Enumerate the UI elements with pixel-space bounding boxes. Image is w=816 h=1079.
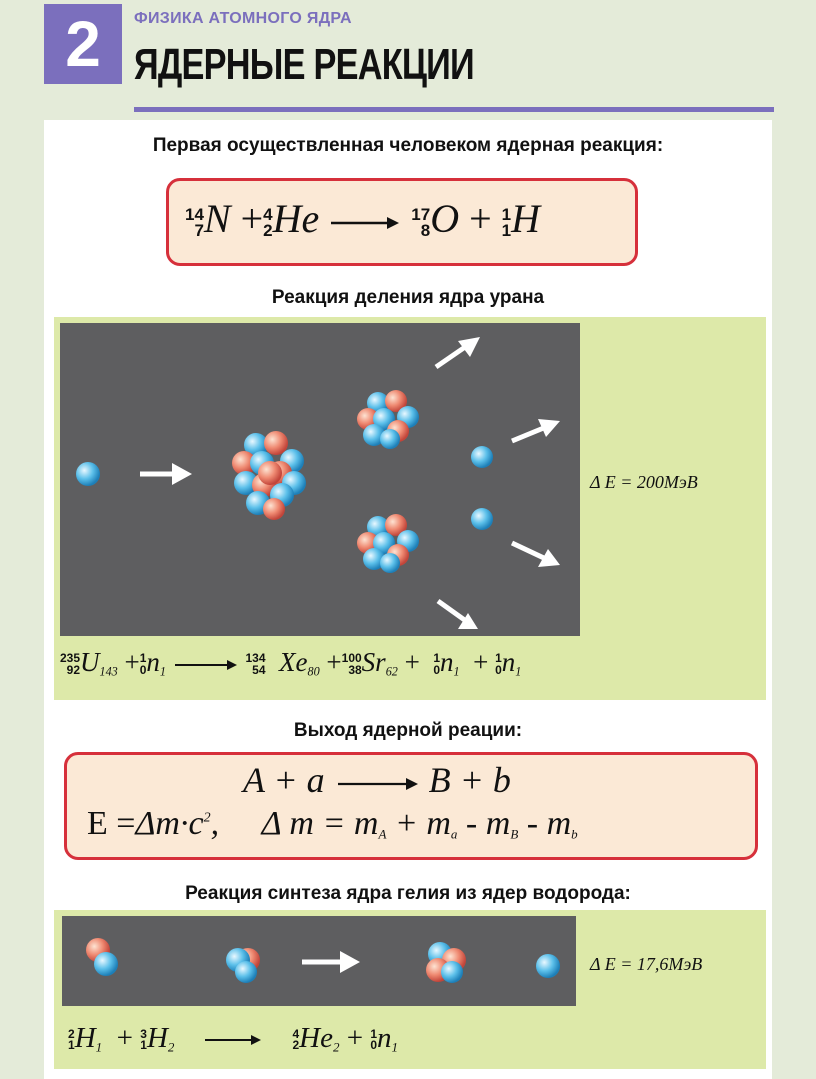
plus-sign: + <box>404 647 420 677</box>
fusion-illustration <box>62 916 576 1006</box>
fusion-diagram <box>62 916 576 1006</box>
fission-equation <box>60 647 521 679</box>
fission-panel <box>54 317 766 700</box>
page-title: ЯДЕРНЫЕ РЕАКЦИИ <box>134 40 474 89</box>
emitted-neutron <box>536 954 560 978</box>
neutron-symbol: n <box>146 647 160 677</box>
arrow-icon <box>438 601 478 629</box>
u-isotope-numbers: 235 92 <box>60 651 81 677</box>
n-isotope-numbers: 1 0 <box>139 651 147 677</box>
h-isotope-numbers: 1 1 <box>501 204 512 240</box>
he-isotope-numbers: 4 2 <box>263 204 273 240</box>
tritium-nucleus <box>226 948 260 983</box>
he-neutron-count: 2 <box>332 1039 340 1055</box>
section3-heading: Выход ядерной реации: <box>293 720 523 741</box>
energy-mass-formula <box>87 805 578 843</box>
subscript-b-lower: b <box>571 826 578 842</box>
sr-isotope-numbers: 100 38 <box>341 651 362 677</box>
h-symbol: H <box>511 196 541 241</box>
he-symbol: He <box>299 1022 333 1054</box>
arrow-icon <box>302 951 360 973</box>
neutron-count: 1 <box>159 664 166 679</box>
o-symbol: O <box>430 196 460 241</box>
deuterium-nucleus <box>86 938 118 976</box>
h3-isotope-numbers: 3 1 <box>140 1026 147 1053</box>
content-page <box>44 120 772 1079</box>
he-isotope-numbers: 4 2 <box>292 1026 300 1053</box>
arrow-icon <box>512 543 560 567</box>
fusion-panel <box>54 910 766 1069</box>
supertitle: ФИЗИКА АТОМНОГО ЯДРА <box>134 10 352 27</box>
section-number: 2 <box>44 4 122 84</box>
subscript-a-lower: a <box>450 826 458 842</box>
energy-label: E = <box>87 805 136 842</box>
n-isotope-numbers: 1 0 <box>433 651 440 677</box>
h-neutron-count: 1 <box>95 1039 103 1055</box>
neutron-symbol: n <box>501 647 516 677</box>
products: B + b <box>428 760 511 800</box>
neutron-count: 1 <box>391 1039 399 1055</box>
reactants: A + a <box>243 760 325 800</box>
arrow-icon <box>512 419 560 441</box>
sr-neutron-count: 62 <box>385 664 398 679</box>
subscript-a-upper: A <box>378 826 387 842</box>
first-reaction-box <box>166 178 638 266</box>
mass-energy-term: Δm·c <box>135 805 204 842</box>
h2-isotope-numbers: 2 1 <box>68 1026 75 1053</box>
sr-symbol: Sr <box>361 647 386 677</box>
subscript-b-upper: B <box>510 826 519 842</box>
xe-isotope-numbers: 134 54 <box>245 651 266 677</box>
fission-fragment-xe <box>357 390 419 449</box>
n-isotope-numbers: 1 0 <box>495 651 502 677</box>
plus-sign: + <box>469 196 492 241</box>
mass-defect-label: Δ m = m <box>261 805 379 842</box>
reaction-arrow <box>334 775 420 793</box>
fission-illustration <box>60 323 580 636</box>
minus-mass: - m <box>457 805 511 842</box>
fission-energy: Δ E = 200МэВ <box>590 472 698 492</box>
neutron-symbol: n <box>440 647 454 677</box>
arrow-icon <box>436 337 480 367</box>
plus-sign: + <box>116 1022 134 1054</box>
neutron-count: 1 <box>453 664 460 679</box>
comma: , <box>210 805 220 842</box>
plus-sign: + <box>326 647 342 677</box>
h-symbol: H <box>74 1022 96 1054</box>
n-isotope-numbers: 14 7 <box>185 204 204 240</box>
u-symbol: U <box>80 647 100 677</box>
h-neutron-count: 2 <box>167 1039 175 1055</box>
u-neutron-count: 143 <box>99 664 118 679</box>
h-symbol: H <box>146 1022 168 1054</box>
helium-nucleus <box>426 942 466 983</box>
neutron-symbol: n <box>377 1022 392 1054</box>
plus-sign: + <box>473 647 489 677</box>
xe-symbol: Xe <box>279 647 308 677</box>
uranium-nucleus <box>232 431 306 520</box>
section1-heading: Первая осуществленная человеком ядерная реакция: <box>152 135 664 156</box>
neutron-count: 1 <box>515 664 522 679</box>
reaction-arrow <box>329 213 401 233</box>
fusion-equation <box>68 1022 398 1056</box>
section2-heading: Реакция деления ядра урана <box>271 287 545 308</box>
square-exponent: 2 <box>203 810 211 826</box>
n-symbol: N <box>203 196 231 241</box>
arrow-icon <box>140 463 192 485</box>
he-symbol: He <box>272 196 320 241</box>
first-reaction-equation <box>185 195 540 242</box>
plus-sign: + <box>346 1022 364 1054</box>
reaction-arrow <box>203 1032 263 1048</box>
incoming-neutron <box>76 462 100 486</box>
plus-mass: + m <box>386 805 451 842</box>
minus-mass: - m <box>518 805 572 842</box>
reaction-arrow <box>173 657 239 673</box>
section4-heading: Реакция синтеза ядра гелия из ядер водорода: <box>185 883 631 904</box>
emitted-neutron <box>471 446 493 468</box>
plus-sign: + <box>240 196 264 241</box>
fusion-energy: Δ E = 17,6МэВ <box>590 954 703 974</box>
generic-reaction <box>243 759 511 801</box>
fission-diagram <box>60 323 580 636</box>
n-isotope-numbers: 1 0 <box>370 1026 378 1053</box>
plus-sign: + <box>124 647 140 677</box>
title-divider <box>134 107 774 112</box>
fission-fragment-sr <box>357 514 419 573</box>
xe-neutron-count: 80 <box>307 664 320 679</box>
reaction-yield-box <box>64 752 758 860</box>
o-isotope-numbers: 17 8 <box>411 204 431 240</box>
emitted-neutron <box>471 508 493 530</box>
